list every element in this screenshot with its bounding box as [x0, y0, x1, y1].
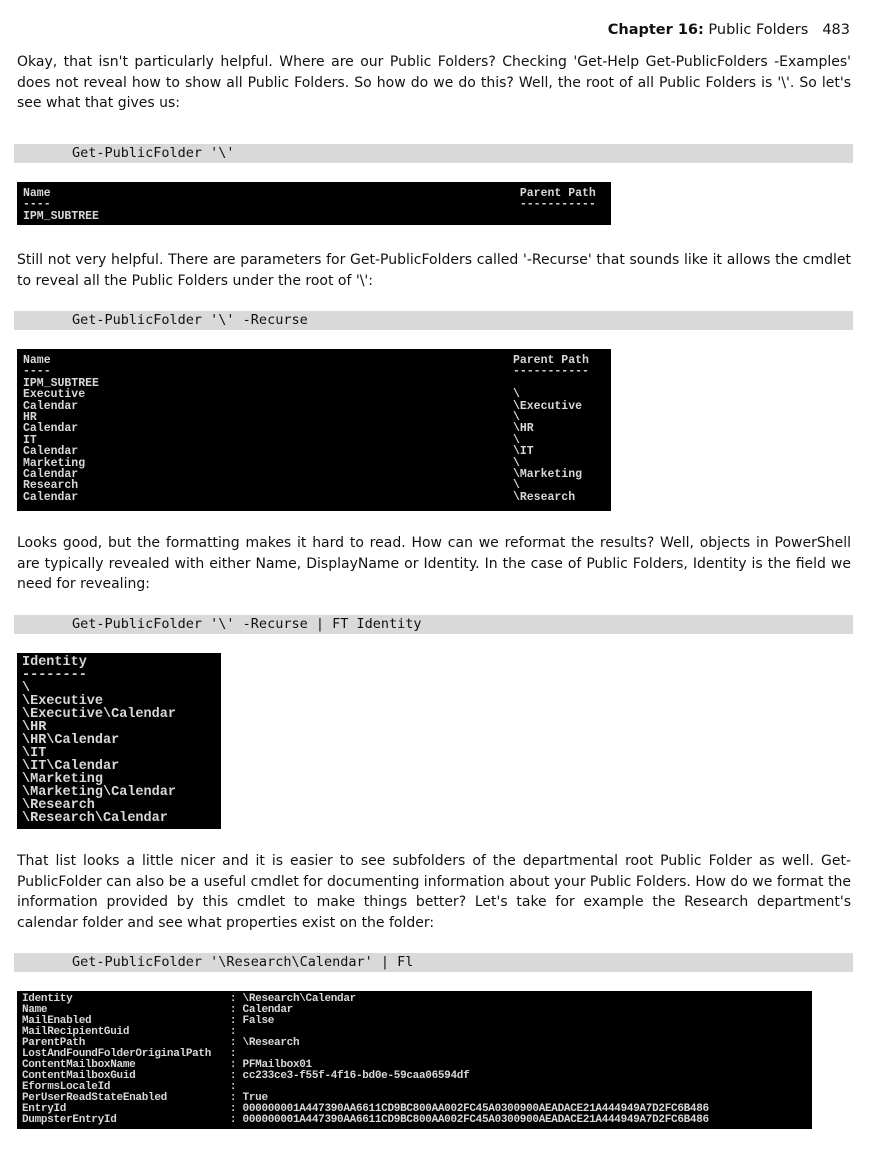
- console-output-2: [17, 349, 611, 511]
- console-line: \Marketing\Calendar: [22, 785, 176, 800]
- console-line: Name Parent Path: [23, 187, 596, 200]
- console-line: Marketing \: [23, 456, 520, 470]
- console-line: LostAndFoundFolderOriginalPath :: [22, 1048, 237, 1060]
- console-line: ---- -----------: [23, 198, 596, 212]
- console-line: EformsLocaleId :: [22, 1081, 237, 1093]
- console-line: Executive \: [23, 388, 520, 402]
- page-number: 483: [822, 22, 850, 38]
- console-line: \HR\Calendar: [22, 733, 120, 748]
- console-line: ContentMailboxGuid : cc233ce3-f55f-4f16-bd0e-59caa06594df: [22, 1070, 470, 1082]
- code-line-1: [14, 144, 853, 163]
- chapter-title: Public Folders: [708, 22, 809, 38]
- console-line: \Research\Calendar: [22, 811, 168, 826]
- console-line: EntryId : 000000001A447390AA6611CD9BC800AA002FC45A0300900AEADACE21A444949A7D2FC6B486: [22, 1103, 709, 1115]
- code-line-2: [14, 311, 853, 330]
- console-line: ---- -----------: [23, 365, 589, 379]
- code-text: Get-PublicFolder '\': [72, 145, 235, 161]
- console-line: Calendar \IT: [23, 445, 534, 459]
- console-line: MailRecipientGuid :: [22, 1026, 237, 1038]
- console-line: \Executive\Calendar: [22, 707, 176, 722]
- console-line: Identity: [22, 655, 87, 670]
- console-line: Calendar \Executive: [23, 399, 582, 413]
- console-line: --------: [22, 668, 87, 683]
- console-line: HR \: [23, 411, 520, 425]
- running-header: [608, 22, 850, 38]
- code-text: Get-PublicFolder '\' -Recurse: [72, 312, 308, 328]
- console-line: \: [22, 681, 31, 696]
- code-line-4: [14, 953, 853, 972]
- console-line: Name Parent Path: [23, 354, 589, 367]
- paragraph-4: That list looks a little nicer and it is easier to see subfolders of the departmental root Public Folder as well. Get- PublicFolder can also be a useful cmdlet for documenting information about your Public Folders. How do we format the information provided by this cmdlet to make things better? Let's take for example the Research department's calendar folder and see what properties exist on the folder:: [17, 853, 851, 932]
- console-line: \IT: [22, 746, 47, 761]
- console-output-1: [17, 182, 611, 225]
- console-line: IT \: [23, 433, 520, 447]
- code-text: Get-PublicFolder '\Research\Calendar' | Fl: [72, 954, 414, 970]
- console-line: DumpsterEntryId : 000000001A447390AA6611CD9BC800AA002FC45A0300900AEADACE21A444949A7D2FC6B486: [22, 1114, 709, 1126]
- console-line: \IT\Calendar: [22, 759, 120, 774]
- console-line: IPM_SUBTREE: [23, 209, 99, 223]
- console-line: Calendar \Marketing: [23, 468, 582, 482]
- console-output-3: [17, 653, 221, 829]
- console-line: Calendar \Research: [23, 490, 576, 504]
- paragraph-3: Looks good, but the formatting makes it hard to read. How can we reformat the results? Well, objects in PowerShell are typically revealed with either Name, DisplayName or Identity. In the case of Public Folders, Identity is the field we need for revealing:: [17, 535, 851, 593]
- code-line-3: [14, 615, 853, 634]
- console-line: Calendar \HR: [23, 422, 534, 436]
- console-line: Name : Calendar: [22, 1004, 293, 1016]
- paragraph-2: Still not very helpful. There are parameters for Get-PublicFolders called '-Recurse' that sounds like it allows the cmdlet to reveal all the Public Folders under the root of '\':: [17, 252, 851, 289]
- code-text: Get-PublicFolder '\' -Recurse | FT Identity: [72, 616, 422, 632]
- chapter-label: Chapter 16:: [607, 22, 704, 38]
- console-line: \Executive: [22, 694, 104, 709]
- console-line: PerUserReadStateEnabled : True: [22, 1092, 268, 1104]
- console-output-4: [17, 991, 812, 1129]
- console-line: \Marketing: [22, 772, 104, 787]
- paragraph-1: Okay, that isn't particularly helpful. Where are our Public Folders? Checking 'Get-Help Get-PublicFolders -Examples' does not reveal how to show all Public Folders. So how do we do this? Well, the root of all Public Folders is '\'. So let's see what that gives us:: [17, 54, 851, 112]
- console-line: Identity : \Research\Calendar: [22, 993, 356, 1005]
- console-line: ParentPath : \Research: [22, 1037, 300, 1049]
- console-line: MailEnabled : False: [22, 1015, 275, 1027]
- console-line: Research \: [23, 479, 520, 493]
- console-line: \Research: [22, 798, 95, 813]
- console-line: ContentMailboxName : PFMailbox01: [22, 1059, 312, 1071]
- console-line: \HR: [22, 720, 47, 735]
- console-line: IPM_SUBTREE: [23, 376, 99, 390]
